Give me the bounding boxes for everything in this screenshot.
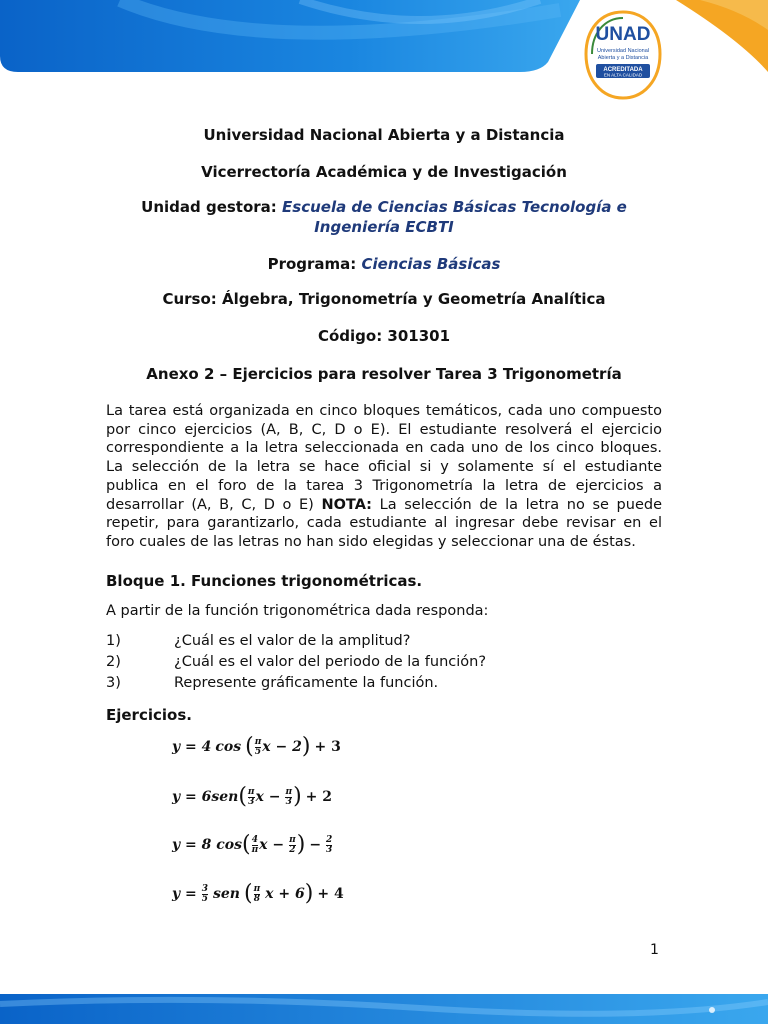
formula-3: y = 8 cos ( $\frac{4}{\pi}$ x − $\frac{\pi}{2}$ ) − $\frac{2}{3}$ <box>172 832 333 857</box>
unit-value-2: Ingeniería ECBTI <box>314 218 454 236</box>
formula-1-lhs: y = 4 <box>172 739 212 755</box>
list-item <box>106 633 410 649</box>
formula-3-tail: − <box>309 837 322 853</box>
unit-label: Unidad gestora: <box>141 198 277 216</box>
list-item-number: 1) <box>106 633 121 649</box>
formula-4: y = $\frac{3}{5}$ sen ( $\frac{\pi}{8}$ x + 6 ) + 4 <box>172 881 344 906</box>
svg-text:UNAD: UNAD <box>595 24 651 45</box>
formula-3-fraction-3: $\frac{2}{3}$ <box>326 834 333 855</box>
svg-text:ACREDITADA: ACREDITADA <box>603 67 643 73</box>
unit-value-1: Escuela de Ciencias Básicas Tecnología e <box>282 198 627 216</box>
annex-title: Anexo 2 – Ejercicios para resolver Tarea 3 Trigonometría <box>146 365 622 383</box>
unit-line2 <box>0 218 768 236</box>
intro-paragraph <box>106 402 662 552</box>
svg-text:Universidad Nacional: Universidad Nacional <box>597 48 649 54</box>
program-value: Ciencias Básicas <box>361 255 501 273</box>
formula-4-fraction-1: $\frac{\pi}{8}$ <box>253 883 261 904</box>
formula-1: y = 4 cos ( $\frac{\pi}{5}$ x − 2 ) + 3 <box>172 734 341 759</box>
list-item-number: 3) <box>106 675 121 691</box>
formula-2-lhs: y = 6sen <box>172 789 239 805</box>
vice-title: Vicerrectoría Académica y de Investigación <box>201 163 567 181</box>
formula-2-mid: x − <box>255 789 281 805</box>
block1-heading: Bloque 1. Funciones trigonométricas. <box>106 572 423 590</box>
formula-4-fn: sen <box>213 886 240 902</box>
formula-3-fraction-1: $\frac{4}{\pi}$ <box>251 834 259 855</box>
exercises-heading: Ejercicios. <box>106 706 192 724</box>
unit-line1 <box>0 198 768 216</box>
formula-3-mid: x − <box>259 837 285 853</box>
intro-text-2: La selección de la letra no se puede repetir, para garantizarlo, cada estudiante al ingresar debe revisar en el foro cuales de las letras no han sido elegidas y seleccionar una de éstas. <box>106 496 662 550</box>
formula-4-tail: + 4 <box>317 886 344 902</box>
university-title: Universidad Nacional Abierta y a Distancia <box>203 126 565 144</box>
list-item-text: Represente gráficamente la función. <box>174 675 439 691</box>
note-label: NOTA: <box>321 496 372 513</box>
course-code: Código: 301301 <box>317 327 451 345</box>
formula-3-fraction-2: $\frac{\pi}{2}$ <box>289 834 296 855</box>
formula-1-fraction: $\frac{\pi}{5}$ <box>254 736 262 757</box>
list-item-number: 2) <box>106 654 121 670</box>
formula-1-fn: cos <box>215 739 242 755</box>
formula-2-fraction-1: $\frac{\pi}{3}$ <box>247 786 255 807</box>
svg-text:EN ALTA CALIDAD: EN ALTA CALIDAD <box>603 72 643 78</box>
page-number: 1 <box>650 942 659 958</box>
formula-4-inner: x + 6 <box>265 886 305 902</box>
block1-instruction: A partir de la función trigonométrica dada responda: <box>106 603 489 619</box>
formula-2: y = 6sen ( $\frac{\pi}{3}$ x − $\frac{\pi}{3}$ ) + 2 <box>172 784 333 809</box>
intro-text-1: La tarea está organizada en cinco bloques temáticos, cada uno compuesto por cinco ejercicios (A, B, C, D o E). El estudiante resolverá el ejercicio correspondiente a la letra seleccionada en cada uno de los cinco bloques. La selección de la letra se hace oficial si y solamente sí el estudiante publica en el foro de la tarea 3 Trigonometría la letra de ejercicios a desarrollar (A, B, C, D o E) <box>106 403 662 513</box>
program-line <box>0 255 768 273</box>
formula-1-inner: x − 2 <box>262 739 302 755</box>
formula-3-lhs: y = 8 cos <box>172 837 242 853</box>
course-title: Curso: Álgebra, Trigonometría y Geometría Analítica <box>162 290 606 308</box>
list-item-text: ¿Cuál es el valor de la amplitud? <box>174 633 411 649</box>
formula-2-tail: + 2 <box>305 789 333 805</box>
formula-4-fraction-0: $\frac{3}{5}$ <box>201 883 209 904</box>
svg-text:Abierta y a Distancia: Abierta y a Distancia <box>597 55 649 61</box>
list-item <box>106 675 438 691</box>
formula-1-tail: + 3 <box>314 739 341 755</box>
formula-4-lhs: y = <box>172 886 197 902</box>
list-item <box>106 654 486 670</box>
list-item-text: ¿Cuál es el valor del periodo de la función? <box>174 654 487 670</box>
footer-band <box>0 994 768 1024</box>
unad-logo <box>580 8 666 102</box>
program-label: Programa: <box>267 255 357 273</box>
formula-2-fraction-2: $\frac{\pi}{3}$ <box>285 786 293 807</box>
